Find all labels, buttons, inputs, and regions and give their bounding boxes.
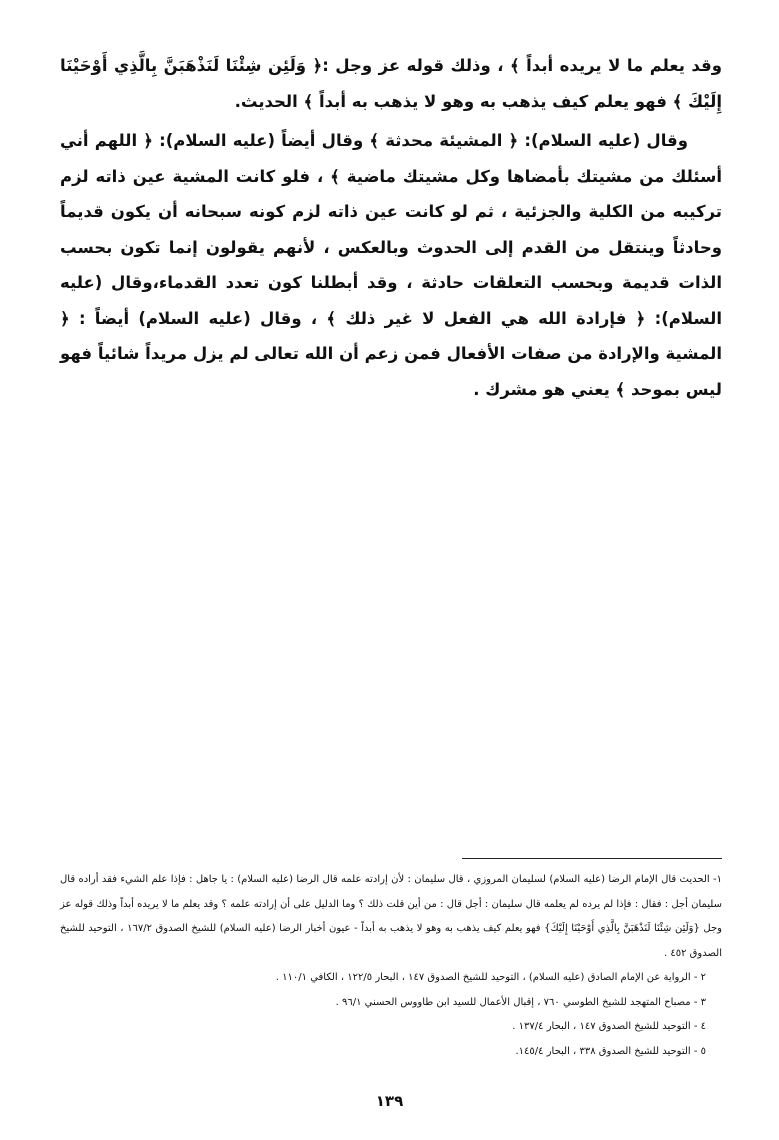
footnote-4: ٤ - التوحيد للشيخ الصدوق ١٤٧ ، البحار ١٣٧/٤ . [512, 1021, 706, 1032]
footnote-1: ١- الحديث قال الإمام الرضا (عليه السلام) لسليمان المروزي ، قال سليمان : لأن إرادته علمه قال الرضا (عليه السلام) : يا جاهل : فإذا علم الشيء فقد أراده قال سليمان أجل : فقال : فإذا لم يرده لم يعلمه قال سليمان : أجل قال : من أين قلت ذلك ؟ وما الدليل على أن إرادته علمه ؟ وقد يعلم ما لا يريده أبداً وذلك قوله عز وجل {وَلَئِن شِئْنَا لَنَذْهَبَنَّ بِالَّذِي أَوْحَيْنَا إِلَيْكَ} فهو يعلم كيف يذهب به وهو لا يذهب به أبداً - عيون أخبار الرضا (عليه السلام) للشيخ الصدوق ١٦٧/٢ ، التوحيد للشيخ الصدوق ٤٥٢ . [60, 874, 722, 959]
paragraph-2: وقال (عليه السلام): ﴿ المشيئة محدثة ﴾ وقال أيضاً (عليه السلام): ﴿ اللهم أني أسئلك من مشيتك بأمضاها وكل مشيتك ماضية ﴾ ، فلو كانت المشية عين ذاته لزم تركيبه من الكلية والجزئية ، ثم لو كانت عين ذاته لزم كونه سبحانه أن يكون قديماً وحادثاً وينتقل من القدم إلى الحدوث وبالعكس ، لأنهم يقولون إنما تكون بحسب الذات قديمة وبحسب التعلقات حادثة ، وقد أبطلنا كون تعدد القدماء،وقال (عليه السلام): ﴿ فإرادة الله هي الفعل لا غير ذلك ﴾ ، وقال (عليه السلام) أيضاً : ﴿ المشية والإرادة من صفات الأفعال فمن زعم أن الله تعالى لم يزل مريداً شائياً فهو ليس بموحد ﴾ يعني هو مشرك . [60, 131, 722, 399]
footnote-2: ٢ - الرواية عن الإمام الصادق (عليه السلام) ، التوحيد للشيخ الصدوق ١٤٧ ، البحار ١٢٢/٥ ، الكافي ١١٠/١ . [275, 972, 706, 983]
footnote-3: ٣ - مصباح المتهجد للشيخ الطوسي ٧٦٠ ، إقبال الأعمال للسيد ابن طاووس الحسني ٩٦/١ . [335, 996, 706, 1008]
body-text [60, 48, 722, 411]
footnote-separator [462, 858, 722, 859]
footnote-5: ٥ - التوحيد للشيخ الصدوق ٣٣٨ ، البحار ١٤٥/٤. [515, 1045, 706, 1057]
footnotes [60, 868, 722, 1064]
page-number: ١٣٩ [375, 1092, 404, 1110]
paragraph-1: وقد يعلم ما لا يريده أبداً ﴾ ، وذلك قوله عز وجل :﴿ وَلَئِن شِئْنَا لَنَذْهَبَنَّ بِالَّذِي أَوْحَيْنَا إِلَيْكَ ﴾ فهو يعلم كيف يذهب به وهو لا يذهب به أبداً ﴾ الحديث. [60, 56, 722, 111]
